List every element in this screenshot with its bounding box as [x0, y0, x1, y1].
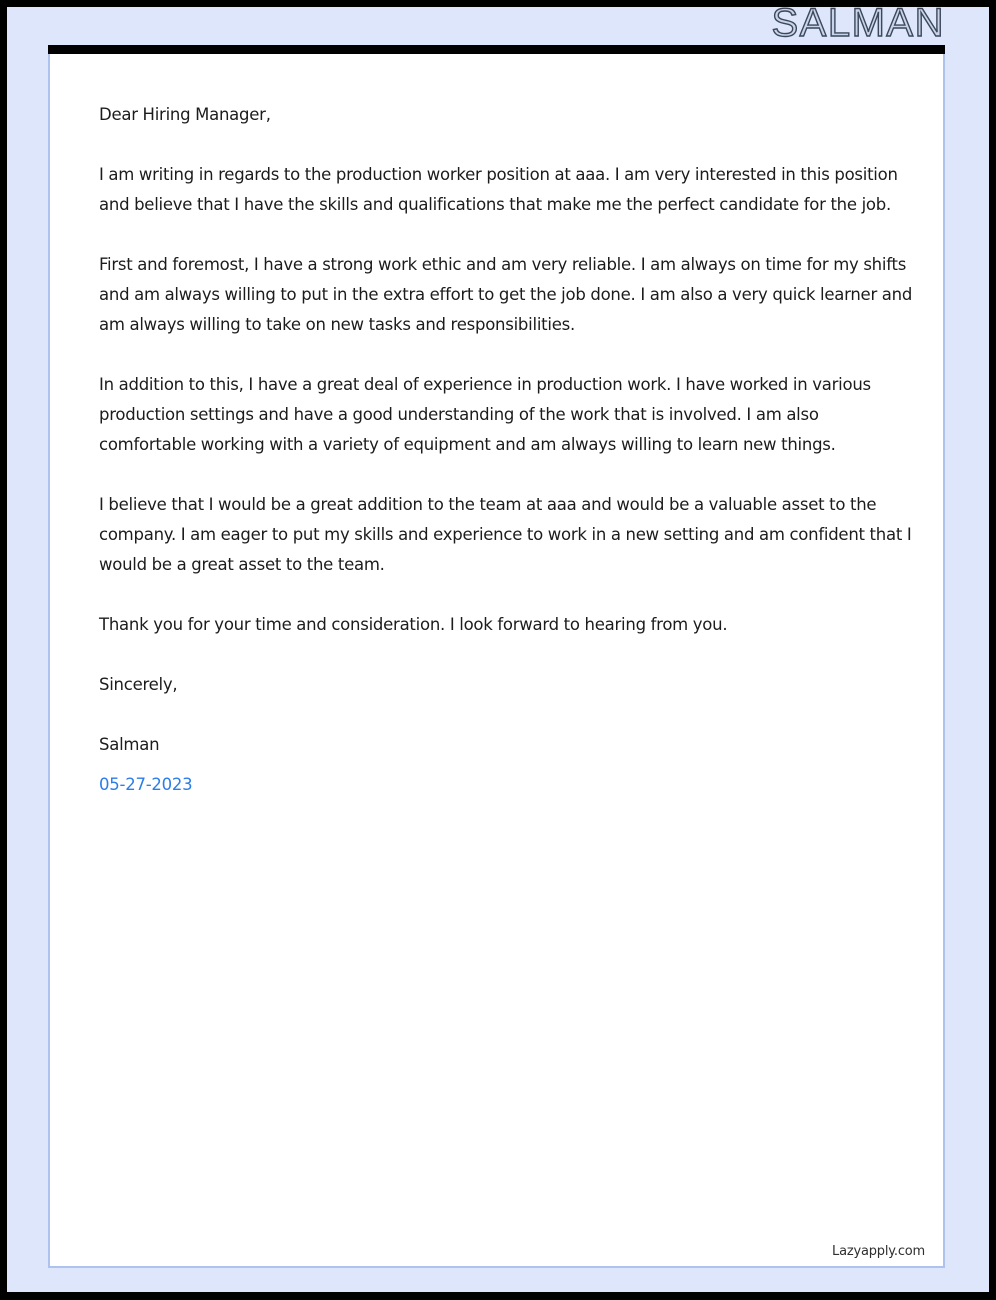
- signature-name: Salman: [99, 735, 160, 754]
- body-paragraph-1: I am writing in regards to the production worker position at aaa. I am very interested in this position and believe that I have the skills and qualifications that make me the perfect candidate for the job.: [99, 165, 898, 214]
- letter-card: [48, 54, 945, 1268]
- thank-you-line: Thank you for your time and consideration. I look forward to hearing from you.: [99, 615, 728, 634]
- salutation: Dear Hiring Manager,: [99, 105, 271, 124]
- letterhead: [41, 0, 945, 45]
- body-paragraph-2: First and foremost, I have a strong work ethic and am very reliable. I am always on time for my shifts and am always willing to put in the extra effort to get the job done. I am also a very quick learner and am always willing to take on new tasks and responsibilities.: [99, 255, 913, 334]
- body-paragraph-3: In addition to this, I have a great deal of experience in production work. I have worked in various production settings and have a good understanding of the work that is involved. I am also comfortable working with a variety of equipment and am always willing to learn new things.: [99, 375, 871, 454]
- letterhead-name: SALMAN: [771, 1, 945, 45]
- letter-date: 05-27-2023: [99, 775, 193, 794]
- body-paragraph-4: I believe that I would be a great addition to the team at aaa and would be a valuable asset to the company. I am eager to put my skills and experience to work in a new setting and am confident that I would be a great asset to the team.: [99, 495, 912, 574]
- letter-body: [99, 100, 913, 800]
- footer-brand: Lazyapply.com: [832, 1244, 925, 1259]
- header-divider-rule: [48, 45, 945, 54]
- sign-off: Sincerely,: [99, 675, 178, 694]
